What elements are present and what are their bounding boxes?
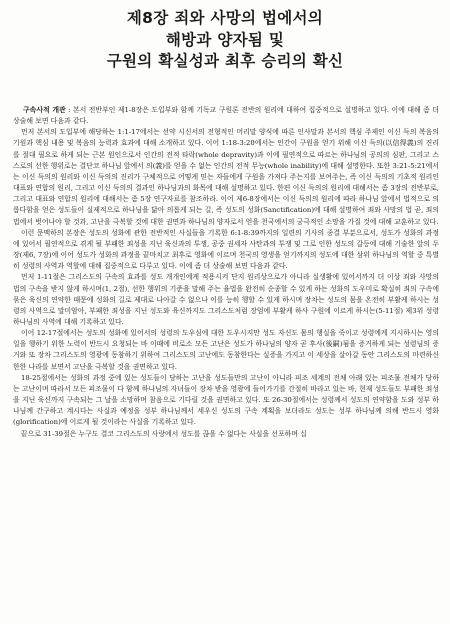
chapter-title	[0, 8, 450, 73]
paragraph-6: 18-25절에서는 성화의 과정 중에 있는 성도들이 당하는 고난을 성도들만의 고난이 아니라 피조 세계의 전체 아래 있는 피조물 전체가 당하는 고난이며 따라서 모든 피조물이 다 함께 하나님의 자녀들이 장차 받을 영광에 들어가기를 간절히 바라고 있는 바, 현재 성도들도 부패한 죄성을 지닌 육신까지 구속되는 그 날을 소망하며 참음으로 기다릴 것을 권면하고 있다. 또 26-30절에서는 성령께서 성도의 연약함을 도와 성부 하나님께 간구하고 계시다는 사실과 예정을 성부 하나님께서 세우신 성도의 구속 계획을 보더라도 성도는 성부 하나님께 의해 반드시 영화(glorification)에 이르게 될 것이라는 사실을 기록하고 있다.	[13, 373, 439, 427]
paragraph-5: 이어 12-17절에서는 성도의 성화에 있어서의 성령의 도우심에 대한 도우시지만 성도 자신도 몸의 행실을 죽이고 성령에게 지시하시는 영의 일을 행하기 위한 노력이 반드시 요청되는 바 이때에 비로소 모든 고난은 성도가 하나님의 양자 곧 후사(後嗣)됨을 증거하게 되는 성령님의 증거와 또 장차 그리스도의 영광에 동참하기 위하여 그리스도의 고난에도 동참한다는 실증을 가지고 이 세상을 살아갈 동안 그리스도의 마련하신 한한 나라를 보면서 고난을 극복할 것을 권면하고 있다.	[13, 329, 439, 371]
paragraph-2: 먼저 본서의 도입부에 해당하는 1:1-17에서는 선약 시신서의 전형적인 머리말 양식에 따른 인사말과 본서의 핵심 주제인 이신 득의 복음의 기원과 핵심 내용 및 복음의 능력과 효과에 대해 소개하고 있다. 이어 1:18-3:20에서는 인간이 구원을 얻기 위해 이신 득의(以信得義)의 진리를 절대 필요로 하게 되는 근본 원인으로서 인간의 전적 타락(whole depravity)과 이에 필연적으로 따르는 하나님의 공의의 심판, 그리고 스스로의 선한 행위로는 결단코 하나님 앞에서 의(義)를 얻을 수 없는 인간의 전적 무능(whole inability)에 대해 설명한다. 또한 3:21-5:21에서는 이신 득의의 원리와 이신 득의의 진리가 구체적으로 어떻게 믿는 자들에게 구원을 가져다 주는지를 보여주는, 즉 이신 득의의 기초적 원리인 대표와 연합의 원리, 그리고 이신 득의의 결과인 하나님과의 화목에 대해 설명하고 있다. 한편 이신 득의의 원리에 대해서는 좀 3장의 전반부로, 그리고 대표와 연합의 원리에 대해서는 좀 5장 연구자료를 참조하라. 이어 제6-8장에서는 이신 득의의 원리에 따라 하나님 앞에서 법적으로 의롭다함을 얻은 성도들이 실제적으로 하나님을 닮아 의롭게 되는 길, 즉 성도의 성화(Sanctification)에 대해 설명하여 죄와 사망의 법 곧, 죄의 법에서 벗어나야 할 것과, 고난을 극복할 것에 대한 권면과 하나님의 양자로서 얻을 천국에서의 궁극적인 소망을 가질 것에 대해 교훈하고 있다.	[13, 128, 439, 226]
chapter-body	[13, 105, 439, 621]
overview-paragraph	[13, 105, 439, 127]
paragraph-3: 이런 문맥하의 본장은 성도의 성화에 관한 전반적인 사실들을 기록한 6:1-8:39까지의 일련의 기사의 종결 부분으로서, 성도가 성화의 과정에 있어서 필연적으로 겪게 될 부패한 죄성을 지닌 육신과의 투쟁, 공중 권세자 사탄과의 투쟁 및 그로 인한 성도의 갈등에 대해 기술한 앞의 두 장(제6, 7장)에 이어 성도가 성화의 과정을 끝마치고 최후로 영화에 이르며 천국의 영생을 얻기까지의 성도에 대한 삼위 하나님의 역할 중 특별히 성령의 사역과 역할에 대해 집중적으로 다루고 있다. 이에 좀 더 상술해 보면 다음과 같다.	[13, 228, 439, 271]
chapter-title-line-2: 해방과 양자됨 및	[165, 30, 285, 49]
overview-text: : 본서 전반부인 제1-8장은 도입부와 함께 기독교 구원론 전반의 원리에 대하여 집중적으로 설명하고 있다. 이에 대해 좀 더 상술해 보면 다음과 같다.	[13, 106, 439, 126]
paragraph-4: 먼저 1-11절은 그리스도의 구속의 효과를 성도 개개인에게 적용시켜 단지 원리상으로가 아니라 실생활에 있어서까지 더 이상 죄와 사망의 법의 구속을 받지 않게 하시며(1, 2절), 선한 행위의 기준을 말해 주는 율법을 완전히 순종할 수 있게 하는 성화의 도우미로 확실히 죄의 구속에 묶은 육신의 연약한 때문에 성화의 길로 제대로 나아갈 수 없으나 이를 능히 행할 수 있게 하시며 장차는 성도의 몸을 온전히 부활케 하시는 성령의 사역으로 말미암아, 부패한 죄성을 지닌 성도와 육신까지도 그리스도처럼 장엄에 부활케 하사 구원에 이르게 하시는(5-11절) 제3위 성령 하나님의 사역에 대해 기록하고 있다.	[13, 273, 439, 326]
paragraph-7: 끝으로 31-39절은 누구도 결코 그리스도의 사랑에서 성도를 끊을 수 없다는 사실을 선포하며 십	[21, 429, 307, 438]
chapter-title-line-3: 구원의 확실성과 최후 승리의 확신	[106, 52, 344, 70]
chapter-title-line-1: 제8장 죄와 사망의 법에서의	[126, 9, 324, 27]
overview-heading: 구속사적 개관	[23, 106, 66, 114]
